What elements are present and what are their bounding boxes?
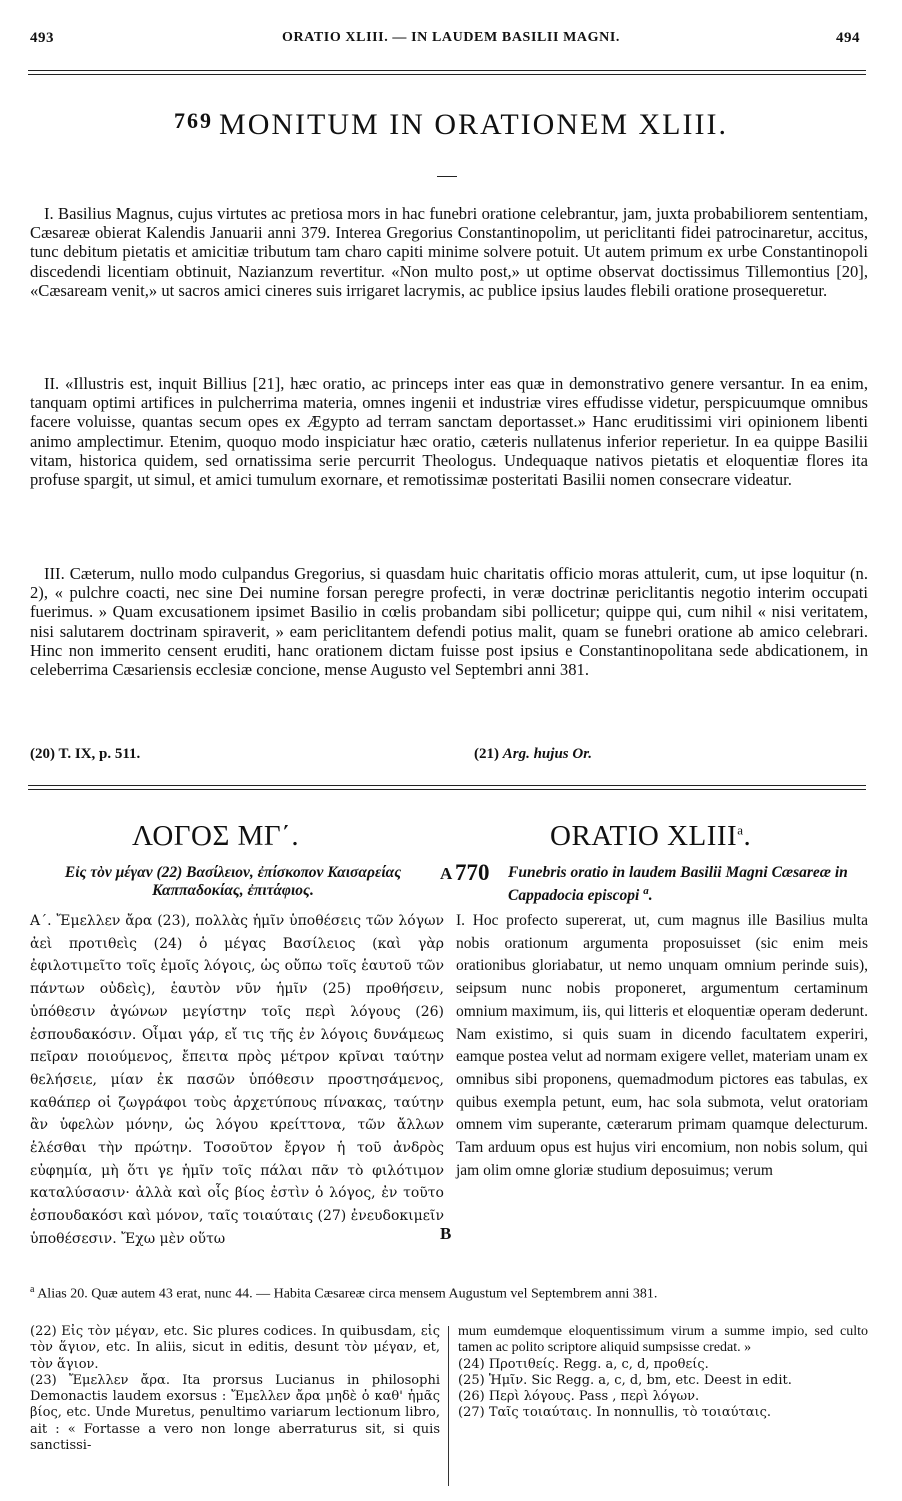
monitum-paragraph-3: III. Cæterum, nullo modo culpandus Gregorius, si quasdam huic charitatis officio moras attulerit, cum, ut ipse loquitur (n. 2), « pulchre coacti, nec sine Dei numine forsan peregre profecti, in veræ doctrinæ periclitantis negotio interim occupati fuerimus. » Quam excusationem ipsimet Basilio in cœlis probandam sibi pollicetur; quippe qui, cum nihil « nisi veritatem, nisi salutarem doctrinam spiraverit, » eam periclitantem defendi potius malit, quam se funebri oratione ab amico celebrari. Hinc non immerito censent eruditi, hanc orationem dictam fuisse post ipsius e Constantinopolitana sede abdicationem, in celeberrima Cæsariensis ecclesiæ concione, mense Augusto vel Septembri anni 381. (30, 564, 868, 680)
running-head-title: ORATIO XLIII. — IN LAUDEM BASILII MAGNI. (281, 30, 620, 45)
footnotes-right (458, 1324, 868, 1422)
title-dash (437, 176, 457, 177)
greek-text: Α΄. Ἔμελλεν ἄρα (23), πολλὰς ἡμῖν ὑποθέσεις τῶν λόγων ἀεὶ προτιθεὶς (24) ὁ μέγας Βασίλειος (καὶ γὰρ ἐφιλοτιμεῖτο τοῖς ἐμοῖς λόγοις, ὡς οὔπω τοῖς ἑαυτοῦ τῶν πάντων οὐδεὶς), ἑαυτὸν νῦν ἡμῖν (25) προθήσειν, ὑπόθεσιν ἀγώνων μεγίστην τοῖς περὶ λόγους (26) ἐσπουδακόσιν. Οἶμαι γάρ, εἴ τις τῆς ἐν λόγοις δυνάμεως πεῖραν ποιούμενος, ἔπειτα πρὸς μέτρον κρῖναι ταύτην θελήσειε, μίαν ἐκ πασῶν ὑπόθεσιν προστησάμενος, καθάπερ οἱ ζωγράφοι τοὺς ἀρχετύπους πίνακας, ταύτην ἂν ὑφελὼν μόνην, ὡς λόγου κρείττονα, τῶν ἄλλων ἑλέσθαι τὴν πρώτην. Τοσοῦτον ἔργον ἡ τοῦ ἀνδρὸς εὐφημία, μὴ ὅτι γε ἡμῖν τοῖς πάλαι πᾶν τὸ φιλότιμον καταλύσασιν· ἀλλὰ καὶ οἷς βίος ἐστὶν ὁ λόγος, ἐν τοῦτο ἐσπουδακόσι καὶ μόνον, ταῖς τοιαύταις (27) ἐνευδοκιμεῖν ὑποθέσεσιν. Ἔχω μὲν οὕτω (30, 913, 444, 1247)
footnote-26: (26) Περὶ λόγους. Pass , περὶ λόγων. (458, 1389, 700, 1405)
footnote-divider (448, 1326, 449, 1486)
footnote-25: (25) Ἡμῖν. Sic Regg. a, c, d, bm, etc. Deest in edit. (458, 1372, 792, 1388)
page-number-right: 494 (836, 30, 860, 46)
latin-column-title: ORATIO XLIII$^a$. (550, 820, 752, 852)
latin-intro: Funebris oratio in laudem Basilii Magni Cæsareæ in Cappadocia episcopi $^a$. (508, 864, 848, 905)
monitum-paragraph-2: II. «Illustris est, inquit Billius [21], hæc oratio, ac princeps inter eas quæ in demonstrativo genere versantur. In ea enim, tanquam optimi artifices in pulcherrima materia, omnes ingenii et industriæ vires effudisse videtur, perspicuumque omnibus facere voluisse, quantas secum opes ex Ægypto ad terram sanctam deportasset.» Hanc eruditissimi viri opinionem libenti animo amplectimur. Etenim, quoquo modo inspiciatur hæc oratio, cæteris nullatenus inferior reperietur. In ea quippe Basilii vitam, historica quidem, sed ornatissima serie percurrit Theologus. Undequaque nativos pietatis et eloquentiæ flores ita profuse spargit, ut simul, et amici tumulum exornare, et remotissimæ posteritati Basilii nomen consecrare videatur. (30, 374, 868, 490)
note-21: (21) Arg. hujus Or. (474, 746, 592, 762)
section-rule (28, 785, 866, 790)
margin-letter-a: A (440, 864, 453, 883)
header-rule (28, 70, 866, 75)
page-number-left: 493 (30, 30, 54, 46)
monitum-title: MONITUM IN ORATIONEM XLIII. (219, 108, 728, 141)
footnotes-left (30, 1324, 440, 1454)
latin-text: I. Hoc profecto supererat, ut, cum magnus ille Basilius multa nobis orationum argumenta proposuisset (sic enim meis orationibus gloriabatur, ut nemo unquam omnium perinde suis), seipsum nunc nobis proponeret, argumentum certaminum omnium maximum, iis, qui litteris et eloquentiæ operam dederunt. Nam existimo, si quis suam in dicendo facultatem experiri, eamque postea velut ad normam exigere vellet, materiam unam ex omnibus sibi proponens, quemadmodum pictores eas tabulas, ex quibus exempla petunt, eum, hac sola submota, velut oratoriam omnem vim superante, cæterarum primam quamque delecturum. Tam arduum opus est hujus viri encomium, non nobis solum, qui jam olim omne gloriæ studium deposuimus; verum (456, 912, 868, 1179)
footnote-27: (27) Ταῖς τοιαύταις. In nonnullis, τὸ τοιαύταις. (458, 1405, 771, 1421)
footnote-alias: $^a$ Alias 20. Quæ autem 43 erat, nunc 44. — Habita Cæsareæ circa mensem Augustum vel Septembrem anni 381. (30, 1284, 658, 1302)
monitum-heading (0, 108, 902, 142)
column-number-769: 769 (174, 108, 214, 133)
margin-letter-b: B (440, 1224, 452, 1243)
monitum-paragraph-1: I. Basilius Magnus, cujus virtutes ac pretiosa mors in hac funebri oratione celebrantur, jam, juxta probabiliorem sententiam, Cæsareæ obierat Kalendis Januarii anni 379. Interea Gregorius Constantinopolim, ut periclitanti fidei patrocinaretur, accitus, tunc debitum pietatis et amicitiæ tributum tam charo capiti minime solvere potuit. Ut autem primum ex urbe Constantinopoli discedendi licentiam obtinuit, Nazianzum revertitur. «Non multo post,» ut optime observat doctissimus Tillemontius [20], «Cæsaream venit,» ut sacros amici cineres suis irrigaret lacrymis, ac publice ipsius laudes flebili oratione prosequeretur. (30, 204, 868, 300)
greek-column-title: ΛΟΓΟΣ ΜΓ΄. (132, 820, 300, 852)
greek-intro: Εἰς τὸν μέγαν (22) Βασίλειον, ἐπίσκοπον Καισαρείας Καππαδοκίας, ἐπιτάφιος. (64, 864, 402, 899)
note-20: (20) T. IX, p. 511. (30, 746, 141, 762)
footnote-24: (24) Προτιθείς. Regg. a, c, d, προθείς. (458, 1356, 709, 1372)
column-number-770: 770 (455, 860, 490, 885)
footnote-23-continued: mum eumdemque eloquentissimum virum a summe impio, sed culto tamen ac polito scriptore aliquid sumpsisse credat. » (458, 1324, 868, 1356)
footnote-22: (22) Εἰς τὸν μέγαν, etc. Sic plures codices. In quibusdam, εἰς τὸν ἅγιον, etc. In aliis, sicut in editis, desunt τὸν μέγαν, et, τὸν ἅγιον. (30, 1324, 440, 1372)
footnote-23: (23) Ἔμελλεν ἄρα. Ita prorsus Lucianus in philosophi Demonactis laudem exorsus : Ἔμελλεν ἄρα μηδὲ ὁ καθ' ἡμᾶς βίος, etc. Unde Muretus, penultimo variarum lectionum libro, ait : « Fortasse a vero non longe aberraturus sit, si quis sanctissi- (30, 1372, 440, 1454)
